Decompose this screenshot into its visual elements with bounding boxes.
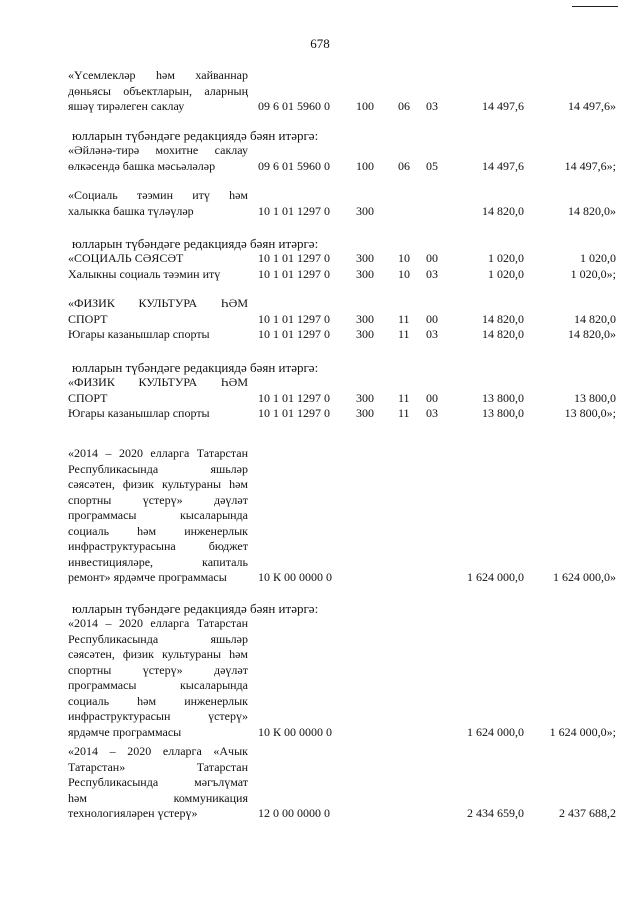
table-block [68, 296, 628, 343]
item-name-line: «Әйләнә-тирә мохитне саклау [68, 143, 248, 157]
item-name-line: «2014 – 2020 елларга «Ачык [68, 744, 248, 758]
classification-code: 10 1 01 1297 0 [258, 311, 330, 326]
table-block [68, 143, 628, 174]
item-name [68, 327, 628, 343]
amount-first: 13 800,0 [482, 406, 524, 420]
amount-first: 14 820,0 [482, 203, 524, 218]
amount-first: 14 497,6 [482, 99, 524, 113]
classification-code: 10 1 01 1297 0 [258, 327, 330, 341]
table-block [68, 616, 628, 740]
table-row [68, 327, 628, 343]
classification-code: 12 0 00 0000 0 [258, 806, 330, 820]
item-name-line: һәм коммуникация [68, 790, 248, 805]
section-code: 100 [356, 99, 374, 113]
amount-second: 13 800,0»; [564, 406, 616, 420]
section-heading: юлларын түбәндәге редакциядә бәян итәргә: [72, 236, 319, 251]
item-name-line: спортны үстерү» дәүләт [68, 492, 248, 507]
item-name [68, 375, 628, 406]
table-row [68, 296, 628, 327]
item-name-line: социаль һәм инженерлык [68, 523, 248, 538]
subsection-code: 06 [398, 158, 410, 173]
item-name [68, 267, 628, 283]
item-name [68, 446, 628, 586]
subsection-code: 10 [398, 266, 410, 281]
amount-second: 1 020,0»; [570, 266, 616, 281]
amount-first: 14 820,0 [482, 327, 524, 341]
item-name [68, 143, 628, 174]
classification-code: 10 1 01 1297 0 [258, 406, 330, 420]
section-code: 300 [356, 311, 374, 326]
page-number: 678 [310, 36, 330, 51]
item-name-line: Югары казанышлар спорты [68, 406, 210, 420]
item-name-line: СПОРТ [68, 390, 108, 405]
item-name-line: Республикасында яшьләр [68, 461, 248, 476]
classification-code: 10 1 01 1297 0 [258, 390, 330, 405]
table-row [68, 406, 628, 422]
amount-second: 1 624 000,0» [553, 570, 616, 584]
item-name-line: программасы кысаларында [68, 678, 248, 692]
table-row [68, 744, 628, 822]
item-name-line: «СОЦИАЛЬ СӘЯСӘТ [68, 251, 184, 265]
item-name-line: Югары казанышлар спорты [68, 327, 210, 341]
amount-second: 1 020,0 [580, 251, 616, 265]
item-name-line: «ФИЗИК КУЛЬТУРА ҺӘМ [68, 296, 248, 310]
amount-first: 1 624 000,0 [467, 570, 524, 584]
amount-second: 14 820,0» [568, 203, 616, 218]
amount-first: 2 434 659,0 [467, 806, 524, 820]
classification-code: 10 1 01 1297 0 [258, 203, 330, 218]
section-code: 300 [356, 203, 374, 218]
subsection-code: 11 [398, 327, 410, 341]
subitem-code: 03 [426, 266, 438, 281]
table-row [68, 446, 628, 586]
classification-code: 09 6 01 5960 0 [258, 158, 330, 173]
item-name-line: Республикасында мәгълүмат [68, 775, 248, 789]
item-name [68, 296, 628, 327]
subitem-code: 00 [426, 251, 438, 265]
item-name-line: программасы кысаларында [68, 508, 248, 522]
amount-second: 13 800,0 [574, 390, 616, 405]
subsection-code: 11 [398, 311, 410, 326]
amount-first: 13 800,0 [482, 390, 524, 405]
item-name-line: халыкка башка түләүләр [68, 203, 194, 218]
section-heading: юлларын түбәндәге редакциядә бәян итәргә: [72, 360, 319, 375]
amount-first: 1 624 000,0 [467, 724, 524, 739]
classification-code: 09 6 01 5960 0 [258, 99, 330, 113]
item-name-line: инфраструктурасын үстерү» [68, 709, 248, 723]
section-heading: юлларын түбәндәге редакциядә бәян итәргә: [72, 601, 319, 616]
section-code: 300 [356, 327, 374, 341]
subitem-code: 03 [426, 99, 438, 113]
amount-first: 14 497,6 [482, 158, 524, 173]
item-name-line: инфраструктурасына бюджет [68, 539, 248, 553]
item-name-line: Татарстан» Татарстан [68, 759, 248, 774]
item-name-line: спортны үстерү» дәүләт [68, 662, 248, 677]
amount-first: 14 820,0 [482, 311, 524, 326]
item-name-line: яшәү тирәлеген саклау [68, 99, 185, 113]
item-name-line: Республикасында яшьләр [68, 631, 248, 646]
item-name [68, 744, 628, 822]
subsection-code: 06 [398, 99, 410, 113]
item-name-line: өлкәсендә башка мәсьәләләр [68, 158, 216, 173]
item-name-line: дөньясы объектларын, аларның [68, 83, 248, 98]
table-block [68, 446, 628, 586]
table-row [68, 143, 628, 174]
subitem-code: 00 [426, 311, 438, 326]
subsection-code: 10 [398, 251, 410, 265]
item-name-line: Халыкны социаль тәэмин итү [68, 266, 221, 281]
amount-first: 1 020,0 [488, 266, 524, 281]
amount-first: 1 020,0 [488, 251, 524, 265]
table-block [68, 68, 628, 115]
item-name [68, 406, 628, 422]
table-block [68, 375, 628, 422]
item-name-line: ремонт» ярдәмче программасы [68, 570, 227, 584]
item-name-line: технологияләрен үстерү» [68, 806, 198, 820]
item-name-line: СПОРТ [68, 311, 108, 326]
subitem-code: 05 [426, 158, 438, 173]
item-name [68, 68, 628, 115]
item-name-line: сәясәтен, физик культураны һәм [68, 477, 248, 491]
subsection-code: 11 [398, 406, 410, 420]
amount-second: 2 437 688,2 [559, 806, 616, 820]
section-code: 300 [356, 266, 374, 281]
classification-code: 10 1 01 1297 0 [258, 251, 330, 265]
item-name-line: социаль һәм инженерлык [68, 693, 248, 708]
table-row [68, 68, 628, 115]
subitem-code: 03 [426, 327, 438, 341]
table-row [68, 251, 628, 267]
corner-line [572, 6, 618, 7]
table-row [68, 616, 628, 740]
section-code: 300 [356, 251, 374, 265]
subitem-code: 00 [426, 390, 438, 405]
amount-second: 1 624 000,0»; [549, 724, 616, 739]
item-name [68, 251, 628, 267]
item-name [68, 188, 628, 219]
section-heading: юлларын түбәндәге редакциядә бәян итәргә: [72, 128, 319, 143]
subitem-code: 03 [426, 406, 438, 420]
section-code: 100 [356, 158, 374, 173]
item-name-line: сәясәтен, физик культураны һәм [68, 647, 248, 661]
item-name-line: «Үсемлекләр һәм хайваннар [68, 68, 248, 82]
amount-second: 14 497,6» [568, 99, 616, 113]
classification-code: 10 К 00 0000 0 [258, 570, 333, 584]
item-name-line: «2014 – 2020 елларга Татарстан [68, 616, 248, 630]
table-block [68, 744, 628, 822]
section-code: 300 [356, 390, 374, 405]
table-row [68, 375, 628, 406]
amount-second: 14 820,0 [574, 311, 616, 326]
item-name-line: «ФИЗИК КУЛЬТУРА ҺӘМ [68, 375, 248, 389]
classification-code: 10 1 01 1297 0 [258, 266, 330, 281]
table-block [68, 251, 628, 282]
item-name-line: инвестицияләре, капиталь [68, 554, 248, 569]
subsection-code: 11 [398, 390, 410, 405]
section-code: 300 [356, 406, 374, 420]
table-block [68, 188, 628, 219]
item-name [68, 616, 628, 740]
amount-second: 14 820,0» [568, 327, 616, 341]
item-name-line: «2014 – 2020 елларга Татарстан [68, 446, 248, 460]
item-name-line: «Социаль тәэмин итү һәм [68, 188, 248, 202]
table-row [68, 267, 628, 283]
item-name-line: ярдәмче программасы [68, 724, 182, 739]
amount-second: 14 497,6»; [564, 158, 616, 173]
table-row [68, 188, 628, 219]
classification-code: 10 К 00 0000 0 [258, 724, 333, 739]
